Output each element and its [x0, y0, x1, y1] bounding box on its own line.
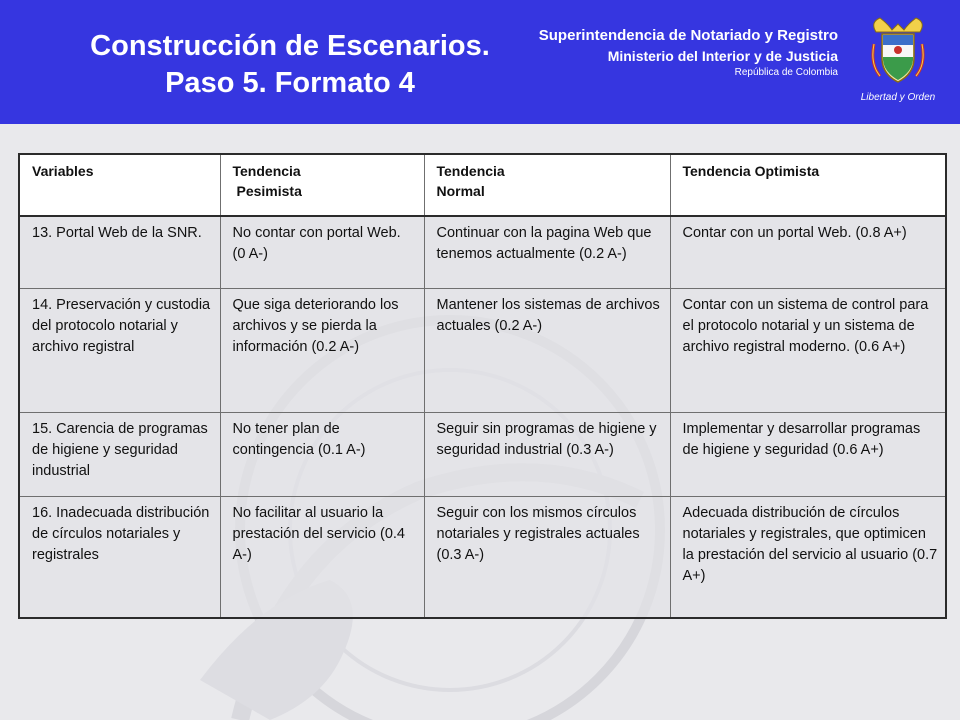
cell-variable: 16. Inadecuada distribución de círculos notariales y registrales — [19, 496, 220, 618]
cell-normal: Seguir con los mismos círculos notariales y registrales actuales (0.3 A-) — [424, 496, 670, 618]
header-variables: Variables — [19, 154, 220, 216]
cell-optimista: Contar con un portal Web. (0.8 A+) — [670, 216, 946, 288]
scenarios-table — [18, 153, 947, 619]
table-row — [19, 496, 946, 618]
cell-optimista: Contar con un sistema de control para el protocolo notarial y un sistema de archivo registral moderno. (0.6 A+) — [670, 288, 946, 412]
cell-variable: 13. Portal Web de la SNR. — [19, 216, 220, 288]
coat-of-arms — [858, 14, 938, 110]
table-header-row — [19, 154, 946, 216]
org-line-3: República de Colombia — [734, 67, 838, 78]
organization-name — [539, 26, 838, 80]
cell-optimista: Implementar y desarrollar programas de higiene y seguridad (0.6 A+) — [670, 412, 946, 496]
header-banner — [0, 0, 960, 124]
table-row — [19, 216, 946, 288]
slide-title — [0, 28, 580, 102]
org-line-1: Superintendencia de Notariado y Registro — [538, 27, 838, 44]
cell-pesimista: No contar con portal Web. (0 A-) — [220, 216, 424, 288]
cell-normal: Mantener los sistemas de archivos actuales (0.2 A-) — [424, 288, 670, 412]
table-row — [19, 412, 946, 496]
cell-optimista: Adecuada distribución de círculos notariales y registrales, que optimicen la prestación del servicio al usuario (0.7 A+) — [670, 496, 946, 618]
header-normal: Tendencia Normal — [424, 154, 670, 216]
header-optimista: Tendencia Optimista — [670, 154, 946, 216]
cell-variable: 14. Preservación y custodia del protocolo notarial y archivo registral — [19, 288, 220, 412]
cell-pesimista: Que siga deteriorando los archivos y se pierda la información (0.2 A-) — [220, 288, 424, 412]
cell-pesimista: No facilitar al usuario la prestación del servicio (0.4 A-) — [220, 496, 424, 618]
cell-normal: Seguir sin programas de higiene y seguridad industrial (0.3 A-) — [424, 412, 670, 496]
title-line-1: Construcción de Escenarios. — [90, 30, 490, 62]
cell-pesimista: No tener plan de contingencia (0.1 A-) — [220, 412, 424, 496]
header-pesimista: Tendencia Pesimista — [220, 154, 424, 216]
motto-text: Libertad y Orden — [860, 92, 936, 103]
cell-variable: 15. Carencia de programas de higiene y seguridad industrial — [19, 412, 220, 496]
cell-normal: Continuar con la pagina Web que tenemos actualmente (0.2 A-) — [424, 216, 670, 288]
coat-of-arms-icon — [866, 14, 930, 90]
org-line-2: Ministerio del Interior y de Justicia — [607, 48, 838, 64]
title-line-2: Paso 5. Formato 4 — [165, 67, 415, 99]
table-row — [19, 288, 946, 412]
